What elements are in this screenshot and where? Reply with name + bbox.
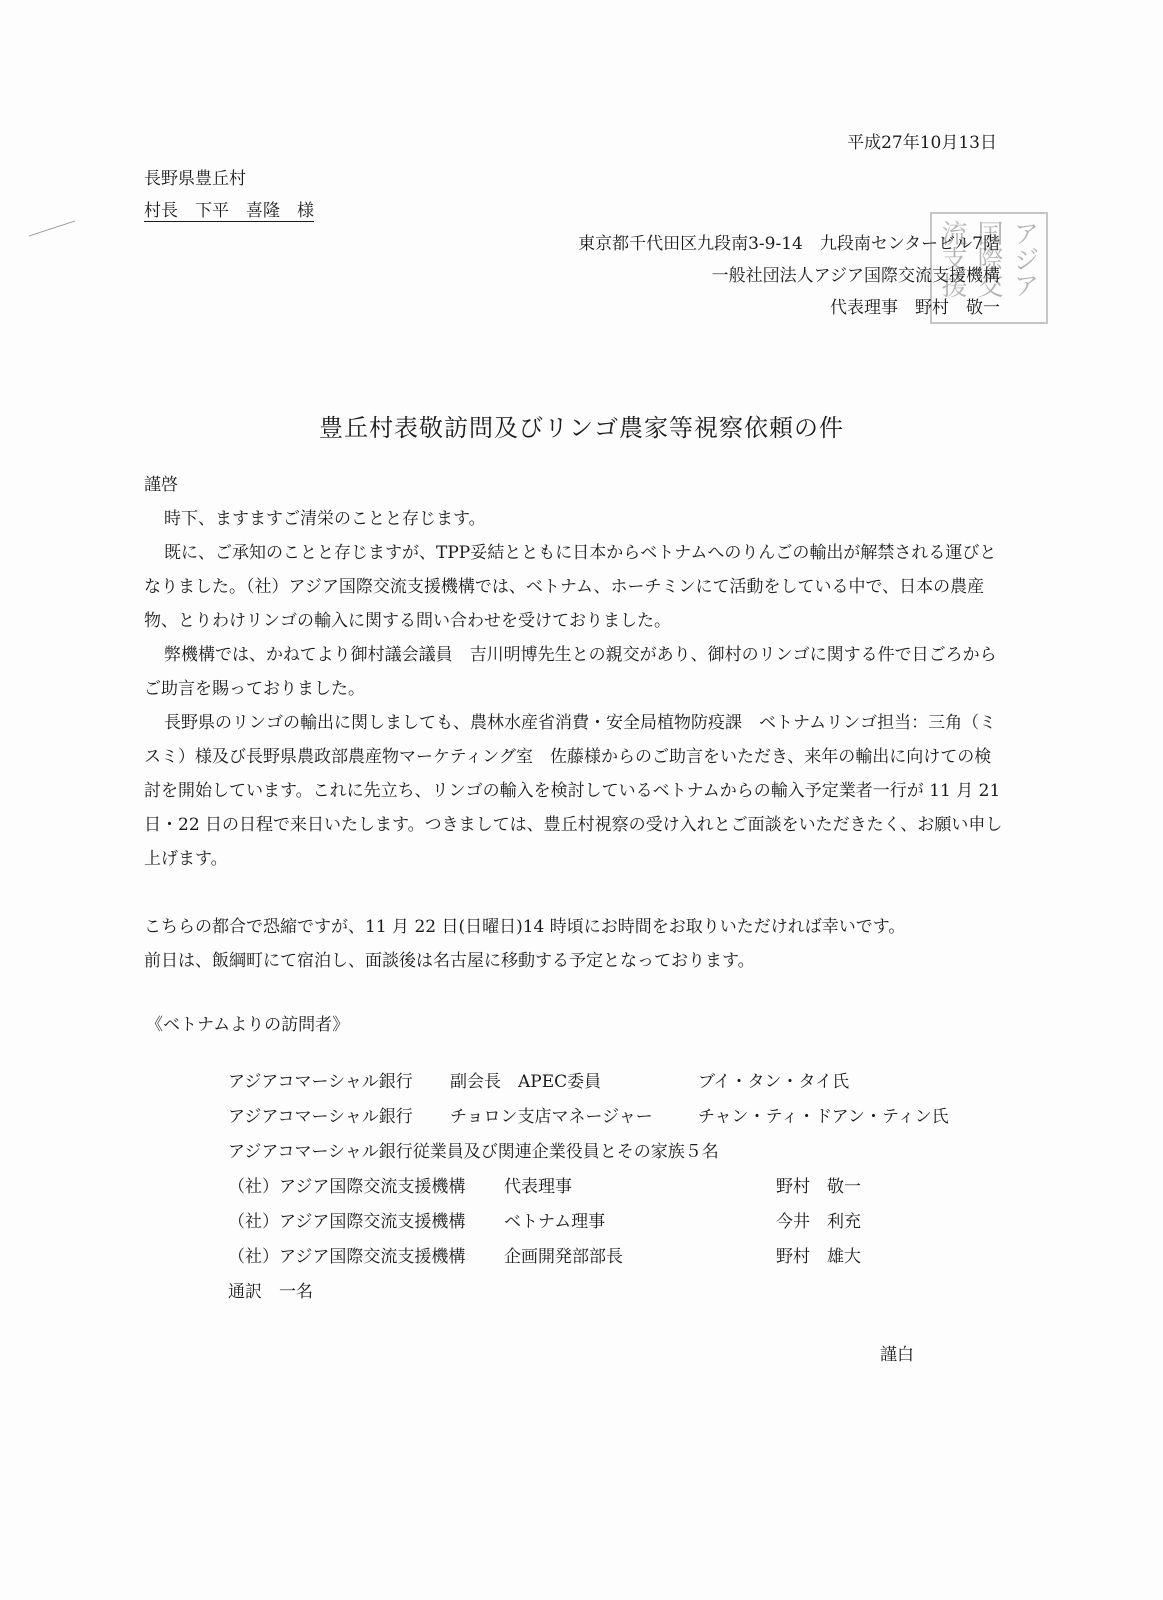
seal-text-1: アジア (1009, 220, 1039, 298)
closing: 謹白 (880, 1345, 914, 1365)
body-paragraph: 長野県のリンゴの輸出に関しましても、農林水産省消費・安全局植物防疫課 ベトナムリンゴ担当：三角（ミスミ）様及び長野県農政部農産物マーケティング室 佐藤様からのご助言をいただき、来年の輸出に向けての検討を開始しています。これに先立ち、リンゴの輸入を検討しているベトナムからの輸入予定業者一行が 11 月 21 日・22 日の日程で来日いたします。つきましては、豊丘村視察の受け入れとご面談をいただきたく、お願い申し上げます。 (144, 713, 1003, 869)
body-paragraph: 既に、ご承知のことと存じますが、TPP妥結とともに日本からベトナムへのりんごの輸出が解禁される運びとなりました。（社）アジア国際交流支援機構では、ベトナム、ホーチミンにて活動をしている中で、日本の農産物、とりわけリンゴの輸入に関する問い合わせを受けておりました。 (144, 543, 997, 631)
visitors-list (228, 1065, 1028, 1310)
visitor-role: ベトナム理事 (504, 1212, 606, 1232)
sender-block (578, 228, 1000, 324)
visitor-person: チャン・ティ・ドアン・ティン氏 (698, 1107, 949, 1127)
visitor-org: アジアコマーシャル銀行従業員及び関連企業役員とその家族５名 (228, 1142, 719, 1162)
seal-text-3: 流支援 (937, 220, 967, 298)
salutation: 謹啓 (144, 475, 178, 495)
seal-text-2: 国際交 (973, 220, 1003, 298)
body-paragraph: 弊機構では、かねてより御村議会議員 吉川明博先生との親交があり、御村のリンゴに関する件で日ごろからご助言を賜っておりました。 (144, 645, 997, 699)
request-line: こちらの都合で恐縮ですが、11 月 22 日(日曜日)14 時頃にお時間をお取りいただければ幸いです。 (144, 917, 906, 937)
visitor-role: 代表理事 (504, 1177, 572, 1197)
visitor-row (228, 1205, 1028, 1240)
visitor-role: チョロン支店マネージャー (450, 1107, 653, 1127)
sender-address: 東京都千代田区九段南3-9-14 九段南センタービル7階 (578, 234, 1000, 254)
visitor-org: アジアコマーシャル銀行 (228, 1072, 413, 1092)
scan-artifact (29, 221, 75, 237)
visitor-person: 野村 敬一 (776, 1177, 861, 1197)
visitor-person: 今井 利充 (776, 1212, 861, 1232)
recipient-block (144, 163, 314, 227)
visitor-row (228, 1275, 1028, 1310)
visitor-org: （社）アジア国際交流支援機構 (228, 1177, 466, 1197)
visitor-row (228, 1100, 1028, 1135)
visitor-role: 副会長 APEC委員 (450, 1072, 602, 1092)
recipient-place: 長野県豊丘村 (144, 169, 246, 189)
visitor-row (228, 1065, 1028, 1100)
sender-representative: 代表理事 野村 敬一 (830, 298, 1000, 318)
visitor-role: 企画開発部部長 (504, 1247, 623, 1267)
visitor-org: （社）アジア国際交流支援機構 (228, 1247, 466, 1267)
letter-date: 平成27年10月13日 (847, 133, 997, 153)
visitor-person: ブイ・タン・タイ氏 (698, 1072, 850, 1092)
letter-title: 豊丘村表敬訪問及びリンゴ農家等視察依頼の件 (319, 414, 844, 442)
letter-body (144, 468, 1004, 978)
body-paragraph: 時下、ますますご清栄のことと存じます。 (164, 509, 486, 529)
visitor-org: 通訳 一名 (228, 1282, 313, 1302)
visitors-heading: 《ベトナムよりの訪問者》 (146, 1015, 350, 1035)
visitor-org: アジアコマーシャル銀行 (228, 1107, 413, 1127)
visitor-person: 野村 雄大 (776, 1247, 861, 1267)
recipient-name: 村長 下平 喜隆 様 (144, 201, 314, 221)
visitor-row (228, 1240, 1028, 1275)
sender-organization: 一般社団法人アジア国際交流支援機構 (711, 266, 1000, 286)
visitor-row (228, 1135, 1028, 1170)
request-line: 前日は、飯綱町にて宿泊し、面談後は名古屋に移動する予定となっております。 (144, 951, 755, 971)
visitor-row (228, 1170, 1028, 1205)
visitor-org: （社）アジア国際交流支援機構 (228, 1212, 466, 1232)
